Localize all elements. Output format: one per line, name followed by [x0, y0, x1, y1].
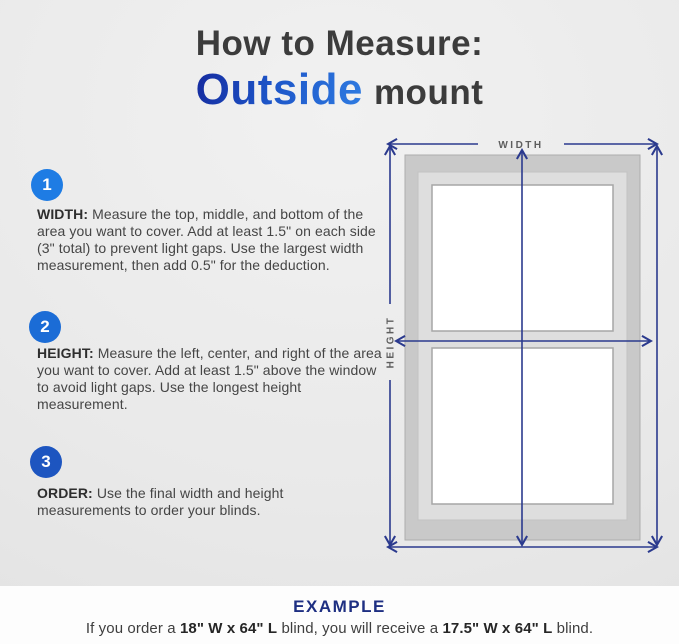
example-suffix: blind.	[552, 620, 594, 637]
step-2-text	[37, 345, 385, 413]
example-prefix: If you order a	[85, 620, 180, 637]
step-1-label: WIDTH:	[37, 206, 89, 222]
step-3-body: Use the final width and height measurements to order your blinds.	[37, 485, 284, 518]
step-3-text	[37, 485, 367, 519]
step-2-number: 2	[40, 317, 50, 336]
page-title	[0, 24, 679, 117]
window-diagram	[368, 128, 670, 586]
step-1-text	[37, 206, 377, 274]
step-2-badge	[29, 311, 61, 343]
title-mount-type: Outside	[195, 65, 363, 114]
step-2-label: HEIGHT:	[37, 345, 94, 361]
title-line2	[0, 66, 679, 117]
example-footer	[0, 586, 679, 644]
example-order-size: 18" W x 64" L	[179, 620, 278, 637]
width-label: WIDTH	[498, 140, 544, 151]
step-3-badge	[30, 446, 62, 478]
example-sentence	[0, 620, 679, 637]
title-line1: How to Measure:	[195, 24, 484, 63]
step-1-body: Measure the top, middle, and bottom of the area you want to cover. Add at least 1.5" on each side (3" total) to prevent light gaps. Use the largest width measurement, then add 0.5" for the deduction.	[37, 206, 376, 273]
example-middle: blind, you will receive a	[277, 620, 443, 637]
example-receive-size: 17.5" W x 64" L	[442, 620, 553, 637]
step-2-body: Measure the left, center, and right of the area you want to cover. Add at least 1.5" above the window to avoid light gaps. Use the longest height measurement.	[37, 345, 382, 412]
example-heading: EXAMPLE	[293, 597, 386, 616]
step-3-label: ORDER:	[37, 485, 93, 501]
height-label: HEIGHT	[385, 315, 397, 369]
step-1-number: 1	[42, 175, 52, 194]
step-3-number: 3	[41, 452, 51, 471]
step-1-badge	[31, 169, 63, 201]
title-suffix: mount	[373, 73, 484, 112]
